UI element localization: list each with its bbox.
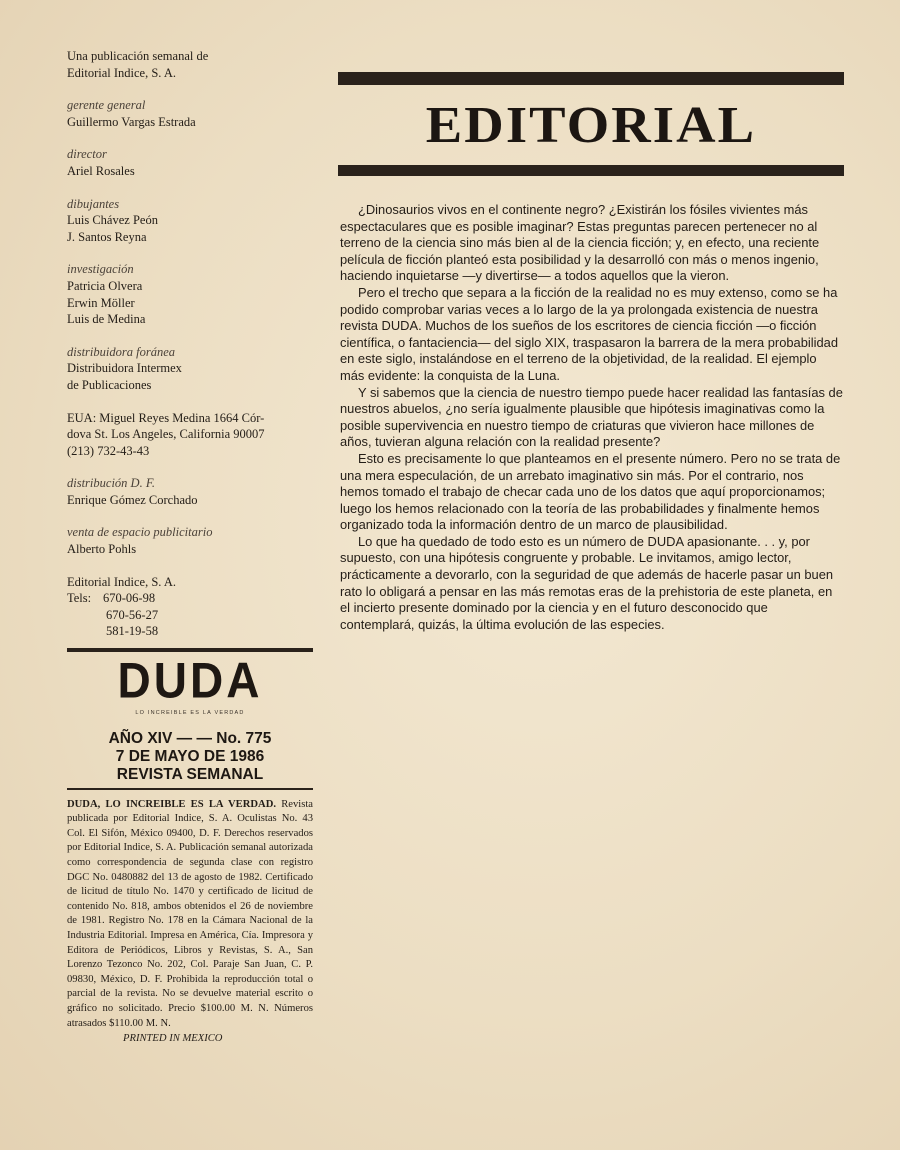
staff-distribuidora (67, 344, 313, 394)
issue-number: AÑO XIV — — No. 775 (108, 729, 272, 747)
page-title: EDITORIAL (425, 97, 757, 154)
editorial-paragraph: Esto es precisamente lo que planteamos en el presente número. Pero no se trata de una mera especulación, de un arrebato imaginativo sin más. Por el contrario, nos hemos tomado el trabajo de checar cada uno de los datos que aquí proporcionamos; luego los hemos relacionado con la teoría de las probabilidades y finalmente hemos organizado toda la información dentro de un marco de plausibilidad. (340, 450, 841, 533)
staff-name: de Publicaciones (67, 377, 152, 392)
staff-role: director (67, 147, 107, 162)
editorial-paragraph: Lo que ha quedado de todo esto es un número de DUDA apasionante. . . y, por supuesto, con una hipótesis congruente y probable. Le invitamos, amigo lector, prácticamente a devorarlo, con la seguridad de que además de hacerle pasar un buen rato lo obligará a pensar en las más remotas eras de la prehistoria de este planeta, en el incierto presente dominado por la ciencia y en el futuro desconocido que contemplará, quizás, la última evolución de las especies. (340, 533, 834, 632)
address-line: (213) 732-43-43 (67, 443, 150, 458)
publisher-line: Editorial Indice, S. A. (67, 65, 177, 80)
staff-role: venta de espacio publicitario (67, 525, 213, 540)
company-contact (67, 574, 313, 640)
staff-name: Guillermo Vargas Estrada (67, 114, 196, 129)
staff-gerente (67, 97, 313, 130)
staff-name: Distribuidora Intermex (67, 361, 182, 376)
staff-name: J. Santos Reyna (67, 229, 147, 244)
staff-distribucion-df (67, 475, 313, 508)
masthead-column (67, 48, 313, 1048)
issue-info (67, 730, 313, 784)
address-line: EUA: Miguel Reyes Medina 1664 Cór- (67, 410, 265, 425)
phone-number: 670-56-27 (106, 607, 159, 622)
staff-director (67, 146, 313, 179)
address-line: dova St. Los Angeles, California 90007 (67, 427, 265, 442)
bleed-through (610, 930, 616, 956)
staff-dibujantes (67, 196, 313, 246)
staff-role: distribuidora foránea (67, 344, 175, 359)
staff-role: distribución D. F. (67, 476, 155, 491)
staff-name: Luis de Medina (67, 312, 146, 327)
legal-notice (67, 798, 313, 1032)
phone-list (67, 590, 313, 640)
title-bar-top (338, 72, 844, 85)
staff-publicidad (67, 524, 313, 557)
staff-role: gerente general (67, 98, 146, 113)
phone-number: 581-19-58 (106, 624, 159, 639)
editorial-paragraph: ¿Dinosaurios vivos en el continente negro? ¿Existirán los fósiles vivientes más espectaculares que es posible imaginar? Estas preguntas parecen pertenecer no al terreno de la ciencia sino más bien al de la ciencia ficción; y, en efecto, una reciente película de ficción planteó esta posibilidad y la desarrolló con más o menos ingenio, haciendo inquietarse —y divertirse— a todos aquellos que la vieron. (340, 202, 820, 284)
title-bar-bottom (338, 165, 844, 176)
printed-in: PRINTED IN MEXICO (123, 1033, 223, 1045)
editorial-paragraph: Y si sabemos que la ciencia de nuestro tiempo puede hacer realidad las fantasías de nuestros abuelos, ¿no sería igualmente plausible que hipótesis imaginativas como la posible supervivencia en nuestro tiempo de criaturas que vivieron hace millones de años, tuvieran alguna relación con la realidad presente? (340, 384, 843, 450)
staff-name: Enrique Gómez Corchado (67, 492, 198, 507)
staff-investigacion (67, 261, 313, 327)
phones-label: Tels: (67, 591, 92, 606)
staff-role: investigación (67, 262, 134, 277)
publisher-line: Una publicación semanal de (67, 49, 209, 63)
logo-tagline: LO INCREIBLE ES LA VERDAD (135, 710, 245, 717)
duda-logo (67, 651, 313, 722)
company-name: Editorial Indice, S. A. (67, 574, 177, 589)
divider (67, 788, 313, 790)
staff-name: Patricia Olvera (67, 278, 143, 293)
editorial-body (338, 202, 844, 633)
staff-name: Alberto Pohls (67, 542, 137, 557)
phone-number: 670-06-98 (103, 591, 156, 606)
staff-role: dibujantes (67, 196, 120, 211)
staff-name: Erwin Möller (67, 295, 135, 310)
issue-frequency: REVISTA SEMANAL (116, 765, 264, 783)
issue-date: 7 DE MAYO DE 1986 (115, 747, 265, 765)
legal-text: Revista publicada por Editorial Indice, S. A. Oculistas No. 43 Col. El Sifón, México 09400, D. F. Derechos reservados por Editorial Indice, S. A. Publicación semanal autorizada como correspondencia de segunda clase con registro DGC No. 0480882 del 13 de agosto de 1982. Certificado de licitud de título No. 1470 y certificado de licitud de contenido No. 818, ambos obtenidos el 26 de noviembre de 1981. Registro No. 178 en la Cámara Nacional de la Industria Editorial. Impresa en América, Cía. Impresora y Editora de Periódicos, Libros y Revistas, S. A., San Lorenzo Tezonco No. 202, Col. Paraje San Juan, C. P. 09830, México, D. F. Prohibida la reproducción total o parcial de la revista. No se devuelve material escrito o gráfico no solicitado. Precio $100.00 M. N. Números atrasados $110.00 M. N. (67, 798, 314, 1029)
staff-name: Luis Chávez Peón (67, 213, 158, 228)
editorial-column (338, 72, 844, 633)
usa-address (67, 410, 313, 460)
legal-lead: DUDA, LO INCREIBLE ES LA VERDAD. (67, 798, 276, 810)
staff-name: Ariel Rosales (67, 163, 135, 178)
editorial-paragraph: Pero el trecho que separa a la ficción de la realidad no es muy extenso, como se ha podido comprobar varias veces a lo largo de la ya prolongada existencia de nuestra revista DUDA. Muchos de los sueños de los escritores de ciencia ficción —o ficción científica, o fantaciencia— del siglo XIX, traspasaron la barrera de la mera probabilidad en este siglo, instalándose en el terreno de la objetividad, de la realidad. El ejemplo más evidente: la conquista de la Luna. (340, 284, 838, 383)
logo-word: DUDA (117, 651, 263, 709)
publisher-block (67, 48, 313, 81)
